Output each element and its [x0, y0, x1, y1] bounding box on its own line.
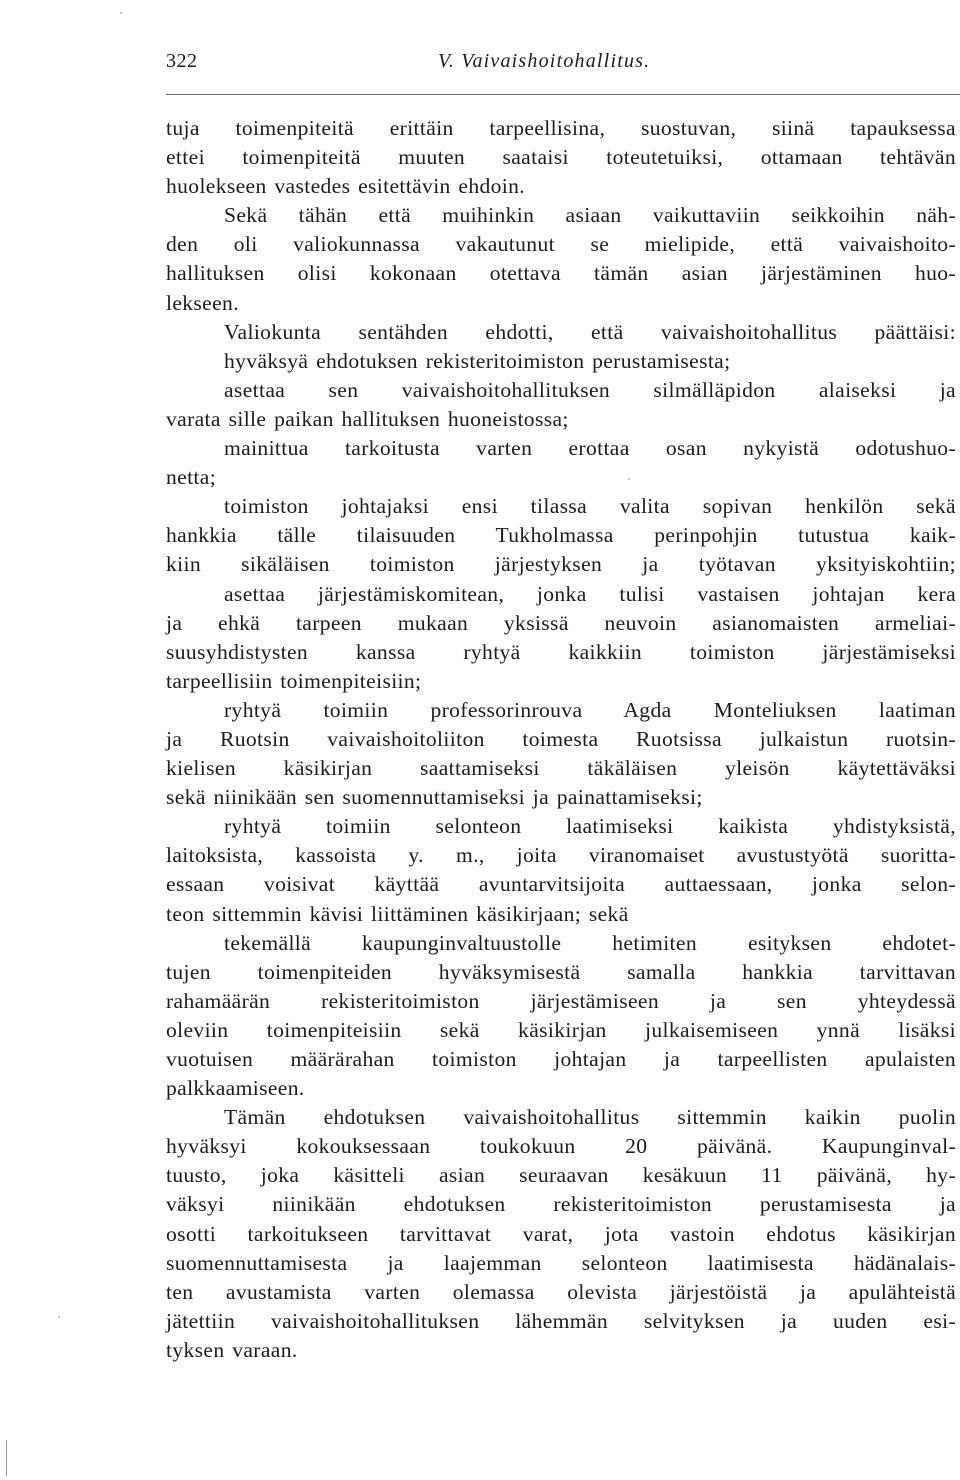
body-text	[166, 114, 956, 1365]
text-line: asettaa järjestämiskomitean, jonka tulisi vastaisen johtajan kera	[224, 581, 956, 606]
text-line: rahamäärän rekisteritoimiston järjestämiseen ja sen yhteydessä	[166, 988, 956, 1013]
text-line: lekseen.	[166, 290, 239, 315]
page-number: 322	[166, 50, 198, 72]
text-line: tyksen varaan.	[166, 1337, 298, 1362]
page-header	[166, 50, 960, 90]
text-line: ettei toimenpiteitä muuten saataisi toteutetuiksi, ottamaan tehtävän	[166, 145, 956, 170]
text-line: hyväksyä ehdotuksen rekisteritoimiston perustamisesta;	[224, 348, 731, 373]
text-line: hallituksen olisi kokonaan otettava tämän asian järjestäminen huo-	[166, 261, 956, 286]
text-line: den oli valiokunnassa vakautunut se mielipide, että vaivaishoito-	[166, 232, 956, 257]
text-line: huolekseen vastedes esitettävin ehdoin.	[166, 174, 526, 199]
text-line: hankkia tälle tilaisuuden Tukholmassa perinpohjin tutustua kaik-	[166, 523, 956, 548]
text-line: tarpeellisiin toimenpiteisiin;	[166, 668, 422, 693]
header-rule	[166, 94, 960, 95]
text-line: Tämän ehdotuksen vaivaishoitohallitus sittemmin kaikin puolin	[224, 1105, 956, 1130]
text-line: kielisen käsikirjan saattamiseksi täkäläisen yleisön käytettäväksi	[166, 756, 956, 781]
text-line: Valiokunta sentähden ehdotti, että vaivaishoitohallitus päättäisi:	[224, 319, 956, 344]
text-line: osotti tarkoitukseen tarvittavat varat, jota vastoin ehdotus käsikirjan	[166, 1221, 956, 1246]
text-line: mainittua tarkoitusta varten erottaa osan nykyistä odotushuo-	[224, 436, 956, 461]
text-line: kiin sikäläisen toimiston järjestyksen ja työtavan yksityiskohtiin;	[166, 552, 956, 577]
text-line: vuotuisen määrärahan toimiston johtajan ja tarpeellisten apulaisten	[166, 1047, 956, 1071]
text-line: suusyhdistysten kanssa ryhtyä kaikkiin toimiston järjestämiseksi	[166, 639, 956, 664]
text-line: laitoksista, kassoista y. m., joita viranomaiset avustustyötä suoritta-	[166, 843, 956, 868]
text-line: palkkaamiseen.	[166, 1076, 305, 1101]
scan-speck	[120, 12, 122, 14]
text-line: teon sittemmin kävisi liittäminen käsikirjaan; sekä	[166, 901, 629, 926]
text-line: suomennuttamisesta ja laajemman selonteon laatimisesta hädänalais-	[166, 1250, 956, 1275]
margin-mark	[6, 1440, 7, 1476]
text-line: ryhtyä toimiin selonteon laatimiseksi kaikista yhdistyksistä,	[224, 814, 956, 839]
text-line: varata sille paikan hallituksen huoneistossa;	[166, 406, 569, 431]
scan-speck	[58, 1316, 60, 1318]
text-line: ja ehkä tarpeen mukaan yksissä neuvoin asianomaisten armeliai-	[166, 610, 956, 635]
text-line: tuusto, joka käsitteli asian seuraavan kesäkuun 11 päivänä, hy-	[166, 1163, 956, 1188]
text-line: Sekä tähän että muihinkin asiaan vaikuttaviin seikkoihin näh-	[224, 203, 956, 228]
running-title: V. Vaivaishoitohallitus.	[438, 50, 651, 72]
text-line: ryhtyä toimiin professorinrouva Agda Monteliuksen laatiman	[224, 697, 956, 722]
text-line: essaan voisivat käyttää avuntarvitsijoita auttaessaan, jonka selon-	[166, 872, 956, 897]
text-line: tujen toimenpiteiden hyväksymisestä samalla hankkia tarvittavan	[166, 959, 956, 984]
text-line: ja Ruotsin vaivaishoitoliiton toimesta Ruotsissa julkaistun ruotsin-	[166, 726, 956, 751]
text-line: netta;	[166, 465, 217, 490]
text-line: asettaa sen vaivaishoitohallituksen silmälläpidon alaiseksi ja	[224, 377, 956, 402]
text-line: ten avustamista varten olemassa olevista järjestöistä ja apulähteistä	[166, 1279, 956, 1304]
text-line: oleviin toimenpiteisiin sekä käsikirjan julkaisemiseen ynnä lisäksi	[166, 1017, 956, 1042]
scan-speck	[628, 478, 630, 480]
text-line: toimiston johtajaksi ensi tilassa valita sopivan henkilön sekä	[224, 494, 956, 519]
text-line: tekemällä kaupunginvaltuustolle hetimiten esityksen ehdotet-	[224, 930, 956, 955]
text-line: hyväksyi kokouksessaan toukokuun 20 päivänä. Kaupunginval-	[166, 1134, 956, 1159]
text-line: tuja toimenpiteitä erittäin tarpeellisina, suostuvan, siinä tapauksessa	[166, 116, 956, 140]
text-line: väksyi niinikään ehdotuksen rekisteritoimiston perustamisesta ja	[166, 1192, 956, 1217]
text-line: sekä niinikään sen suomennuttamiseksi ja painattamiseksi;	[166, 785, 703, 810]
text-line: jätettiin vaivaishoitohallituksen lähemmän selvityksen ja uuden esi-	[166, 1308, 956, 1333]
